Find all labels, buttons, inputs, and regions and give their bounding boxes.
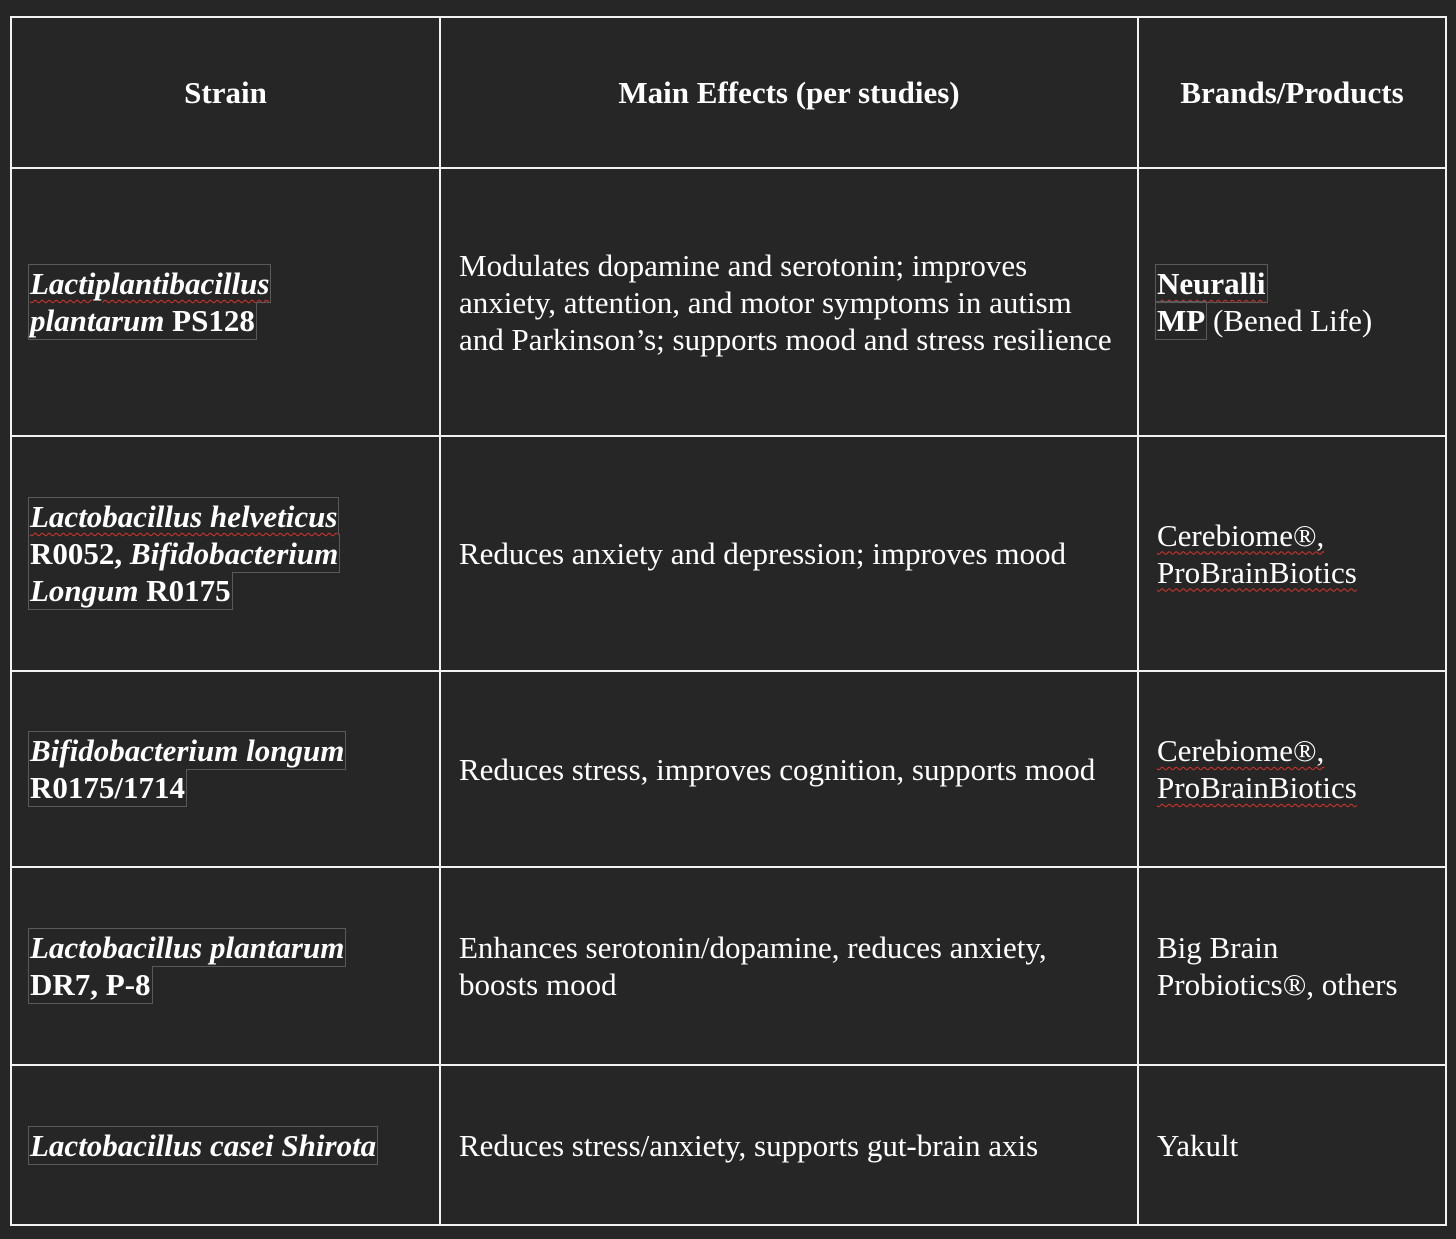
table-row	[11, 168, 1446, 436]
header-brands-products: Brands/Products	[1138, 17, 1446, 168]
effects-cell: Modulates dopamine and serotonin; improves anxiety, attention, and motor symptoms in autism and Parkinson’s; supports mood and stress resilience	[440, 168, 1138, 436]
strain-name: Lactobacillus plantarum DR7, P-8	[30, 930, 345, 1002]
table-row	[11, 671, 1446, 867]
strain-cell	[11, 867, 440, 1065]
probiotic-strains-table	[10, 16, 1447, 1226]
effects-cell: Reduces stress/anxiety, supports gut-brain axis	[440, 1065, 1138, 1225]
brands-cell: Yakult	[1138, 1065, 1446, 1225]
header-main-effects: Main Effects (per studies)	[440, 17, 1138, 168]
strain-cell	[11, 1065, 440, 1225]
strain-cell	[11, 436, 440, 671]
effects-cell: Reduces stress, improves cognition, supports mood	[440, 671, 1138, 867]
strain-name: Lactiplantibacillus plantarum PS128	[30, 266, 270, 338]
table-row	[11, 436, 1446, 671]
strain-name: Lactobacillus casei Shirota	[30, 1127, 377, 1163]
effects-cell: Reduces anxiety and depression; improves mood	[440, 436, 1138, 671]
strain-cell	[11, 168, 440, 436]
table-row	[11, 867, 1446, 1065]
brands-cell: Big Brain Probiotics®, others	[1138, 867, 1446, 1065]
strain-name: Bifidobacterium longum R0175/1714	[30, 733, 345, 805]
brands-cell: Cerebiome®, ProBrainBiotics	[1138, 436, 1446, 671]
effects-cell: Enhances serotonin/dopamine, reduces anxiety, boosts mood	[440, 867, 1138, 1065]
brands-cell: Neuralli MP (Bened Life)	[1138, 168, 1446, 436]
table-row	[11, 1065, 1446, 1225]
strain-name: Lactobacillus helveticus R0052, Bifidobacterium Longum R0175	[30, 499, 339, 608]
strain-cell	[11, 671, 440, 867]
brands-cell: Cerebiome®, ProBrainBiotics	[1138, 671, 1446, 867]
table-header-row	[11, 17, 1446, 168]
header-strain: Strain	[11, 17, 440, 168]
